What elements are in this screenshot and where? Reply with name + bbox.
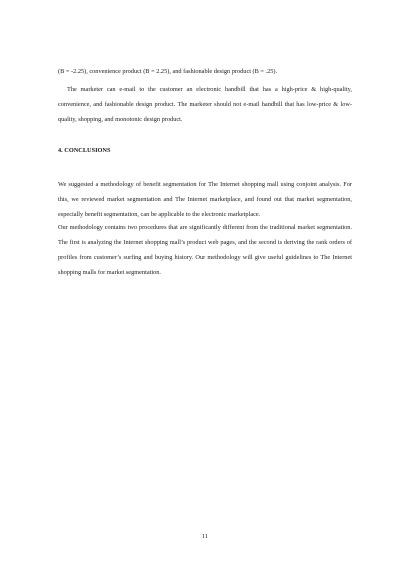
paragraph-conclusion-1: We suggested a methodology of benefit segmentation for The Internet shopping mall using conjoint analysis. For this, we reviewed market segmentation and The Internet marketplace, and found out that market segmentation, especially benefit segmentation, can be applicable to the electronic marketplace. bbox=[58, 181, 352, 218]
paragraph-continuation: (B = -2.25), convenience product (B = 2.25), and fashionable design product (B = .25). bbox=[58, 68, 278, 75]
page-number: 11 bbox=[201, 533, 209, 540]
paragraph-marketer: The marketer can e-mail to the customer an electronic handbill that has a high-price & high-quality, convenience, and fashionable design product. The marketer should not e-mail handbill that has low-price & low-quality, shopping, and monotonic design product. bbox=[58, 86, 352, 123]
section-heading-conclusions: 4. CONCLUSIONS bbox=[58, 147, 111, 154]
paragraph-conclusion-2: Our methodology contains two procedures that are significantly different from the traditional market segmentation. The first is analyzing the Internet shopping mall’s product web pages, and the second is deriving the rank orders of profiles from customer’s surfing and buying history. Our methodology will give useful guidelines to The Internet shopping malls for market segmentation. bbox=[58, 224, 352, 276]
